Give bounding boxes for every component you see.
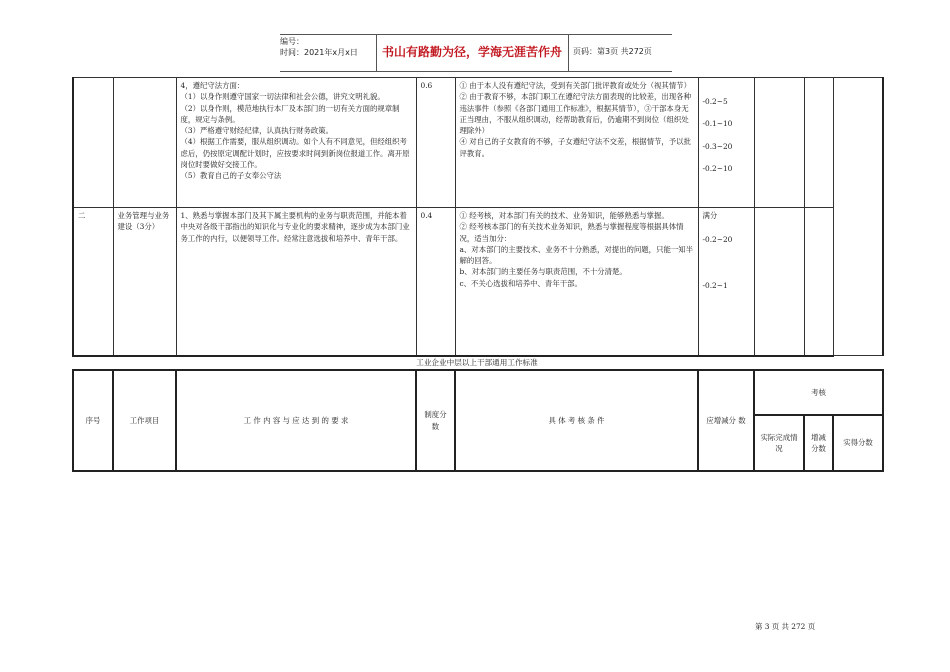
content-line: （3）严格遵守财经纪律，认真执行财务政策。 (180, 126, 334, 136)
row-score: 0.4 (416, 208, 455, 356)
row-score: 0.6 (416, 78, 455, 208)
content-line: （1）以身作则遵守国家一切法律和社会公德，讲究文明礼貌。 (180, 92, 385, 102)
table-row (73, 208, 883, 356)
row-project (113, 78, 176, 208)
adjust-value: -0.3~20 (702, 141, 733, 151)
adjust-value: -0.2~10 (702, 163, 733, 173)
row-delta (804, 78, 833, 208)
header-meta (280, 35, 377, 72)
criteria-line: c、不关心选拔和培养中、青年干部。 (459, 278, 582, 288)
criteria-line: ① 由于本人没有遵纪守法，受到有关部门批评教育或处分（视其情节） (459, 81, 691, 90)
criteria-line: ④ 对自己的子女教育的不够，子女遵纪守法不交差，根据情节，予以批评教育。 (459, 137, 691, 158)
row-actual (754, 78, 804, 208)
header-time-label: 时间：2021年x月x日 (280, 48, 358, 57)
standards-table-upper (72, 77, 884, 357)
adjust-value: -0.2~20 (702, 235, 733, 245)
criteria-line: ② 由于教育不够，本部门职工在遵纪守法方面表现的比较差，出现各种违法事件（参照《各部门通用工作标准》，根据其情节），③干部本身无正当理由，不服从组织调动，经帮助教育后，仍逾期不到岗位（组织处理除外） (459, 92, 691, 136)
row-adjust (698, 208, 754, 356)
adjust-value: -0.2~1 (702, 280, 728, 290)
table-caption: 工业企业中层以上干部通用工作标准 (416, 358, 538, 367)
row-criteria (455, 208, 698, 356)
col-header-project: 工作项目 (113, 370, 176, 471)
row-adjust (698, 78, 754, 208)
content-line: （2）以身作则，模范地执行本厂及本部门的一切有关方面的规章制度，规定与条例。 (180, 103, 400, 124)
header-number-label: 编号： (280, 37, 304, 46)
col-header-delta: 增减分数 (804, 415, 833, 471)
col-header-criteria: 具 体 考 核 条 件 (455, 370, 698, 471)
col-header-score: 制度分数 (416, 370, 455, 471)
criteria-line: ① 经考核，对本部门有关的技术、业务知识，能够熟悉与掌握。 (459, 211, 669, 220)
criteria-line: b、对本部门的主要任务与职责范围，不十分清楚。 (459, 267, 627, 277)
page-footer: 第 3 页 共 272 页 (755, 622, 816, 631)
col-header-adjust: 应增减分 数 (698, 370, 754, 471)
criteria-line: ② 经考核本部门的有关技术业务知识，熟悉与掌握程度等根据具体情况，适当加分： (459, 222, 684, 243)
adjust-value: -0.1~10 (702, 119, 733, 129)
row-actual (754, 208, 804, 356)
row-content (176, 78, 416, 208)
content-line: 1、熟悉与掌握本部门及其下属主要机构的业务与职责范围，并能本着中央对各级干部指出的知识化与专业化的要求精神，逐步成为本部门业务工作的内行，以便领导工作。经常注意选拔和培养中、青年干部。 (180, 211, 410, 243)
header-motto: 书山有路勤为径，学海无涯苦作舟 (376, 35, 569, 71)
col-header-index: 序号 (73, 370, 113, 471)
row-delta (804, 208, 833, 356)
header-row (73, 370, 883, 415)
row-project: 业务管理与业务建设（3分） (113, 208, 176, 356)
content-line: （4）根据工作需要，服从组织调动。如个人有不同意见，但经组织考虑后，仍按原定调配计划时，应按要求时间到新岗位报道工作。离开原岗位时要做好交接工作。 (180, 137, 410, 170)
col-header-content: 工 作 内 容 与 应 达 到 的 要 求 (176, 370, 416, 471)
col-header-assess: 考核 (754, 370, 883, 415)
row-criteria (455, 78, 698, 208)
adjust-value: 满分 (702, 211, 718, 220)
row-final (833, 78, 883, 356)
standards-table-header (72, 369, 884, 472)
adjust-value: -0.2~5 (702, 97, 728, 106)
row-content (176, 208, 416, 356)
row-index (73, 78, 113, 208)
table-row (73, 78, 883, 208)
row-index: 二 (73, 208, 113, 356)
page-header (280, 34, 672, 72)
content-line: （5）教育自己的子女奉公守法 (180, 171, 282, 181)
header-page-label: 页码：第3页 共272页 (573, 47, 652, 56)
criteria-line: a、对本部门的主要技术、业务不十分熟悉，对提出的问题，只能一知半解的回答。 (459, 244, 694, 266)
col-header-actual: 实际完成情况 (754, 415, 804, 471)
content-line: 4，遵纪守法方面： (180, 81, 245, 90)
col-header-final: 实得分数 (833, 415, 883, 471)
